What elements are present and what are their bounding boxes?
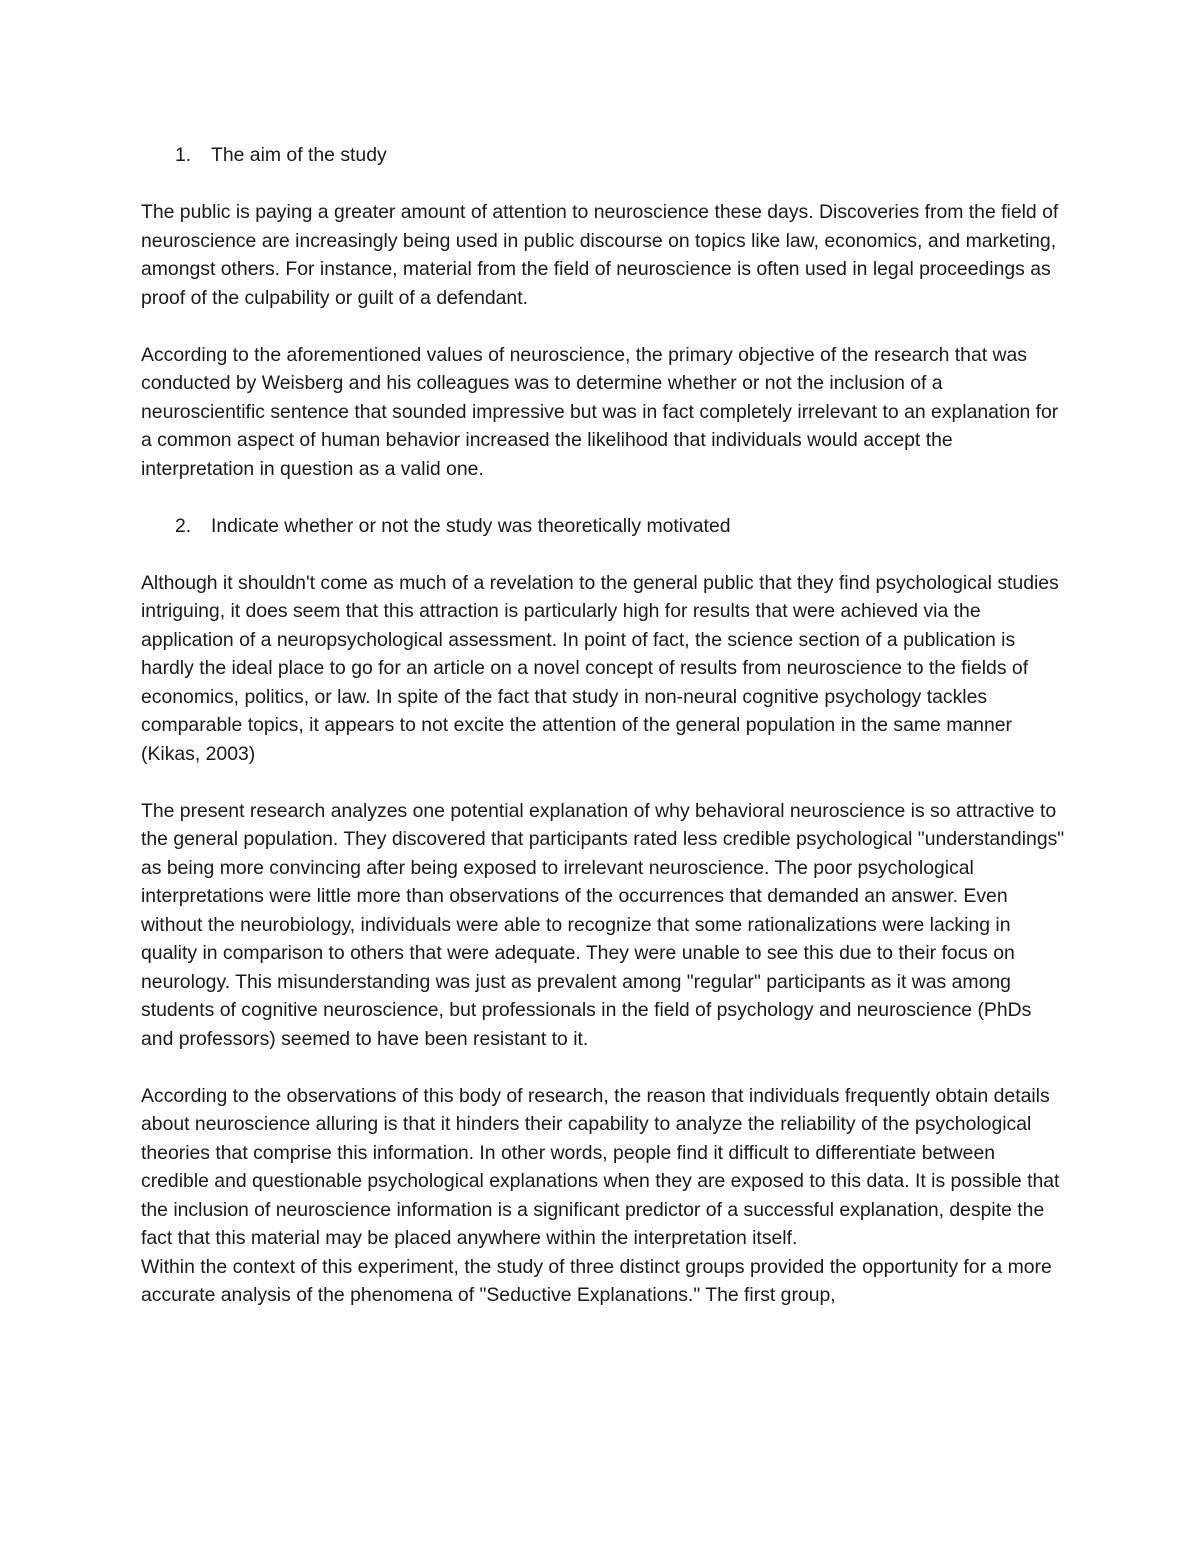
paragraph: According to the aforementioned values of neuroscience, the primary objective of the research that was conducted by Weisberg and his colleagues was to determine whether or not the inclusion of a neuroscientific sentence that sounded impressive but was in fact completely irrelevant to an explanation for a common aspect of human behavior increased the likelihood that individuals would accept the interpretation in question as a valid one. — [141, 343, 1059, 480]
paragraph: Within the context of this experiment, the study of three distinct groups provided the opportunity for a more accurate analysis of the phenomena of "Seductive Explanations." The first group, — [141, 1255, 1052, 1306]
section-number: 1. — [175, 144, 192, 166]
section-heading-1 — [141, 141, 1066, 170]
paragraph: The public is paying a greater amount of attention to neuroscience these days. Discoveries from the field of neuroscience are increasingly being used in public discourse on topics like law, economics, and marketing, amongst others. For instance, material from the field of neuroscience is often used in legal proceedings as proof of the culpability or guilt of a defendant. — [141, 201, 1059, 309]
section-title: Indicate whether or not the study was theoretically motivated — [211, 514, 731, 537]
section-heading-2 — [141, 512, 1066, 541]
document-body — [141, 141, 1066, 1338]
paragraph: Although it shouldn't come as much of a revelation to the general public that they find psychological studies intriguing, it does seem that this attraction is particularly high for results that were achieved via the application of a neuropsychological assessment. In point of fact, the science section of a publication is hardly the ideal place to go for an article on a novel concept of results from neuroscience to the fields of economics, politics, or law. In spite of the fact that study in non-neural cognitive psychology tackles comparable topics, it appears to not excite the attention of the general population in the same manner (Kikas, 2003) — [141, 571, 1059, 765]
paragraph: The present research analyzes one potential explanation of why behavioral neuroscience is so attractive to the general population. They discovered that participants rated less credible psychological "understandings" as being more convincing after being exposed to irrelevant neuroscience. The poor psychological interpretations were little more than observations of the occurrences that demanded an answer. Even without the neurobiology, individuals were able to recognize that some rationalizations were lacking in quality in comparison to others that were adequate. They were unable to see this due to their focus on neurology. This misunderstanding was just as prevalent among "regular" participants as it was among students of cognitive neuroscience, but professionals in the field of psychology and neuroscience (PhDs and professors) seemed to have been resistant to it. — [141, 799, 1065, 1050]
paragraph: According to the observations of this body of research, the reason that individuals frequently obtain details about neuroscience alluring is that it hinders their capability to analyze the reliability of the psychological theories that comprise this information. In other words, people find it difficult to differentiate between credible and questionable psychological explanations when they are exposed to this data. It is possible that the inclusion of neuroscience information is a significant predictor of a successful explanation, despite the fact that this material may be placed anywhere within the interpretation itself. — [141, 1084, 1060, 1249]
section-title: The aim of the study — [211, 144, 387, 166]
section-number: 2. — [175, 514, 192, 537]
